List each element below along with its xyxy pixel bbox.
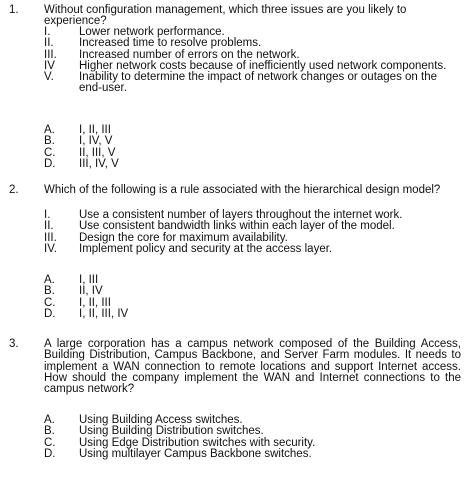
option-marker: C. bbox=[44, 296, 56, 309]
statement-item bbox=[0, 38, 474, 49]
option-text: II, IV bbox=[79, 285, 103, 298]
statement-marker: I. bbox=[44, 209, 51, 221]
statement-text: Increased number of errors on the network. bbox=[79, 48, 300, 61]
statement-text: Inability to determine the impact of network changes or outages on the end-user. bbox=[79, 71, 437, 95]
answer-option[interactable] bbox=[0, 275, 474, 286]
question-number: 3. bbox=[9, 338, 19, 350]
answer-options bbox=[0, 275, 474, 320]
answer-option[interactable] bbox=[0, 159, 474, 170]
statement-item bbox=[0, 221, 474, 232]
statement-marker: IV. bbox=[44, 242, 58, 255]
question-number: 2. bbox=[9, 184, 19, 196]
statement-marker: V. bbox=[44, 71, 54, 84]
option-marker: B. bbox=[44, 425, 55, 438]
option-text: II, III, V bbox=[79, 146, 116, 159]
answer-option[interactable] bbox=[0, 148, 474, 159]
statement-text: Higher network costs because of inefficiently used network components. bbox=[79, 59, 447, 72]
statement-marker: IV bbox=[44, 59, 55, 72]
statement-item bbox=[0, 244, 474, 255]
option-marker: C. bbox=[44, 146, 56, 159]
option-text: Using Edge Distribution switches with security. bbox=[79, 436, 316, 449]
answer-option[interactable] bbox=[0, 298, 474, 309]
statement-text: Lower network performance. bbox=[79, 26, 225, 38]
statement-text: Use consistent bandwidth links within each layer of the model. bbox=[79, 220, 395, 233]
option-text: Using multilayer Campus Backbone switches. bbox=[79, 447, 312, 460]
answer-options bbox=[0, 415, 474, 460]
statement-text: Use a consistent number of layers throughout the internet work. bbox=[79, 209, 403, 221]
statement-marker: III. bbox=[44, 48, 57, 61]
option-text: Using Building Access switches. bbox=[79, 414, 243, 426]
answer-option[interactable] bbox=[0, 286, 474, 297]
option-marker: A. bbox=[44, 414, 55, 426]
option-marker: B. bbox=[44, 135, 55, 148]
answer-option[interactable] bbox=[0, 426, 474, 437]
answer-option[interactable] bbox=[0, 309, 474, 320]
option-text: I, III bbox=[79, 274, 99, 286]
statement-marker: III. bbox=[44, 231, 57, 244]
statement-list bbox=[0, 27, 474, 95]
question-text: Which of the following is a rule associated with the hierarchical design model? bbox=[44, 184, 441, 196]
option-marker: D. bbox=[44, 447, 56, 460]
option-text: I, IV, V bbox=[79, 135, 113, 148]
option-marker: A. bbox=[44, 124, 55, 136]
answer-option[interactable] bbox=[0, 136, 474, 147]
option-marker: C. bbox=[44, 436, 56, 449]
statement-text: Implement policy and security at the access layer. bbox=[79, 242, 333, 255]
question-text: Without configuration management, which three issues are you likely to experience? bbox=[44, 4, 407, 28]
option-marker: B. bbox=[44, 285, 55, 298]
option-text: III, IV, V bbox=[79, 157, 119, 170]
statement-marker: II. bbox=[44, 37, 54, 50]
answer-options bbox=[0, 125, 474, 170]
answer-option[interactable] bbox=[0, 449, 474, 460]
statement-item bbox=[0, 72, 474, 95]
option-marker: D. bbox=[44, 157, 56, 170]
statement-list bbox=[0, 210, 474, 255]
option-marker: A. bbox=[44, 274, 55, 286]
option-text: Using Building Distribution switches. bbox=[79, 425, 264, 438]
option-text: I, II, III bbox=[79, 296, 111, 309]
statement-marker: II. bbox=[44, 220, 54, 233]
question-number: 1. bbox=[9, 4, 19, 16]
statement-text: Increased time to resolve problems. bbox=[79, 37, 262, 50]
option-text: I, II, III, IV bbox=[79, 307, 129, 320]
option-marker: D. bbox=[44, 307, 56, 320]
option-text: I, II, III bbox=[79, 124, 111, 136]
answer-option[interactable] bbox=[0, 125, 474, 136]
statement-marker: I. bbox=[44, 26, 51, 38]
statement-text: Design the core for maximum availability. bbox=[79, 231, 288, 244]
question-text: A large corporation has a campus network composed of the Building Access, Building Distribution, Campus Backbone, and Server Farm modules. It needs to implement a WAN connection to remote locations and support Internet access. How should the company implement the WAN and Internet connections to the campus network? bbox=[44, 338, 461, 396]
